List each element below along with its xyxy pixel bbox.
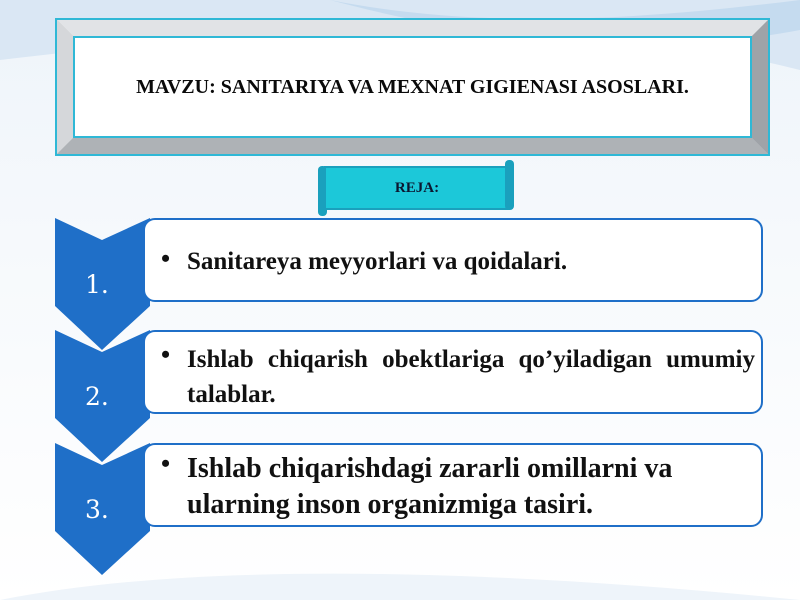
bullet: • (161, 340, 171, 369)
bullet: • (161, 449, 171, 478)
item-text: Ishlab chiqarish obektlariga qo’yiladigan umumiy talablar. (187, 346, 755, 408)
item-box (143, 330, 763, 414)
item-number: 2. (85, 382, 109, 411)
plan-banner (318, 160, 514, 216)
plan-label: REJA: (394, 179, 440, 196)
page-title: MAVZU: SANITARIYA VA MEXNAT GIGIENASI ASOSLARI. (136, 75, 689, 98)
title-box (73, 36, 752, 138)
list-item-3 (55, 443, 765, 575)
item-number: 1. (85, 270, 109, 299)
bullet: • (161, 244, 171, 273)
banner-body (324, 166, 510, 210)
item-text: Sanitareya meyyorlari va qoidalari. (187, 248, 568, 275)
item-text: Ishlab chiqarishdagi zararli omillarni va ularning inson organizmiga tasiri. (187, 453, 673, 520)
title-frame (55, 18, 770, 156)
item-number: 3. (85, 495, 109, 524)
item-box (143, 218, 763, 302)
banner-roll-right (505, 160, 514, 210)
item-box (143, 443, 763, 527)
